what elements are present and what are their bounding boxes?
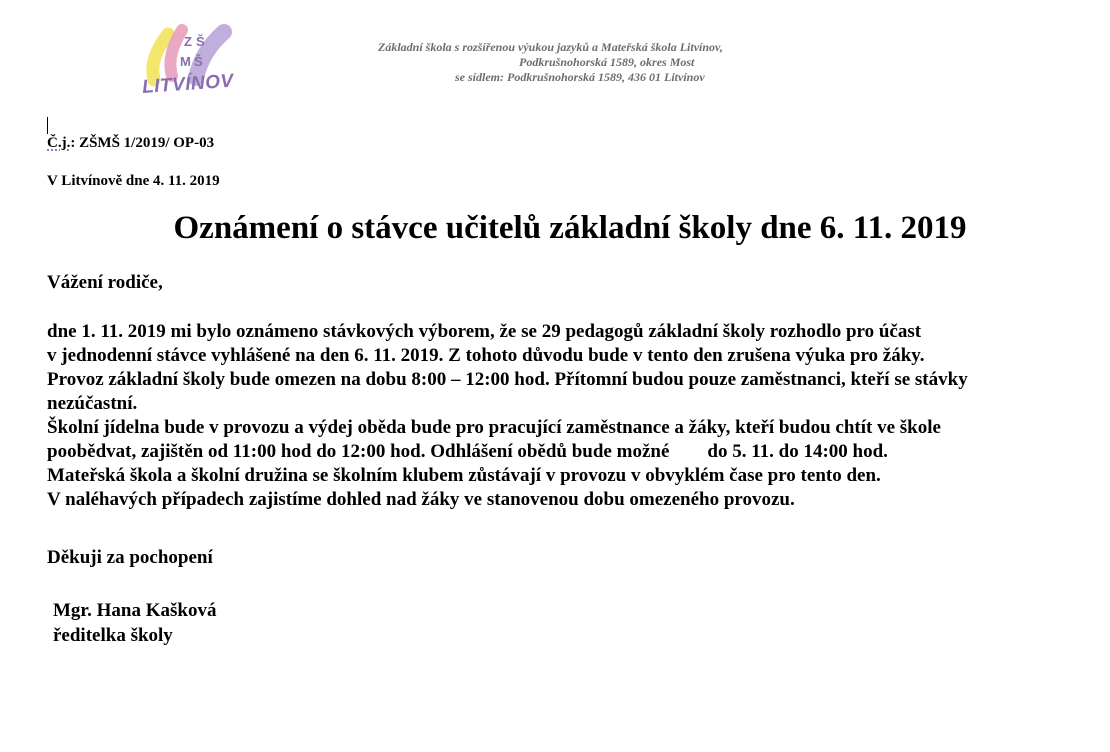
signature-role: ředitelka školy bbox=[53, 625, 173, 646]
school-seat-line: se sídlem: Podkrušnohorská 1589, 436 01 Litvínov bbox=[455, 70, 705, 84]
reference-label: Č.j. bbox=[47, 135, 71, 151]
greeting: Vážení rodiče, bbox=[47, 272, 163, 293]
paragraph-line: dne 1. 11. 2019 mi bylo oznámeno stávkových výborem, že se 29 pedagogů základní školy rozhodlo pro účast bbox=[47, 321, 922, 342]
logo-letter-s2: Š bbox=[194, 54, 203, 69]
logo-letter-m: M bbox=[180, 54, 191, 69]
reference-number bbox=[47, 135, 214, 152]
school-address-line: Podkrušnohorská 1589, okres Most bbox=[519, 55, 695, 69]
paragraph-line: Školní jídelna bude v provozu a výdej oběda bude pro pracující zaměstnance a žáky, kteří budou chtít ve škole bbox=[47, 417, 941, 438]
paragraph-line: Provoz základní školy bude omezen na dobu 8:00 – 12:00 hod. Přítomní budou pouze zaměstnanci, kteří se stávky bbox=[47, 369, 968, 390]
paragraph-line: nezúčastní. bbox=[47, 393, 138, 414]
reference-value: : ZŠMŠ 1/2019/ OP-03 bbox=[70, 135, 215, 151]
school-logo bbox=[138, 22, 238, 106]
announcement-paragraph bbox=[47, 320, 1107, 512]
paragraph-line-lunch bbox=[47, 440, 1107, 464]
lunch-line-deadline: do 5. 11. do 14:00 hod. bbox=[707, 441, 888, 462]
document-title: Oznámení o stávce učitelů základní školy dne 6. 11. 2019 bbox=[173, 210, 967, 246]
logo-letter-s1: Š bbox=[196, 34, 205, 49]
school-name-line: Základní škola s rozšířenou výukou jazyků a Mateřská škola Litvínov, bbox=[378, 40, 723, 54]
date-line: V Litvínově dne 4. 11. 2019 bbox=[47, 173, 220, 189]
lunch-line-part: poobědvat, zajištěn od 11:00 hod do 12:00 hod. Odhlášení obědů bude možné bbox=[47, 441, 670, 462]
paragraph-line: v jednodenní stávce vyhlášené na den 6. 11. 2019. Z tohoto důvodu bude v tento den zrušena výuka pro žáky. bbox=[47, 345, 925, 366]
text-cursor bbox=[47, 117, 48, 134]
paragraph-line: Mateřská škola a školní družina se školním klubem zůstávají v provozu v obvyklém čase pro tento den. bbox=[47, 465, 881, 486]
signature-name: Mgr. Hana Kašková bbox=[53, 600, 217, 621]
logo-letter-z: Z bbox=[184, 34, 192, 49]
paragraph-line: V naléhavých případech zajistíme dohled nad žáky ve stanovenou dobu omezeného provozu. bbox=[47, 489, 795, 510]
thanks-line: Děkuji za pochopení bbox=[47, 547, 213, 568]
logo-text: LITVÍNOV bbox=[141, 70, 235, 99]
